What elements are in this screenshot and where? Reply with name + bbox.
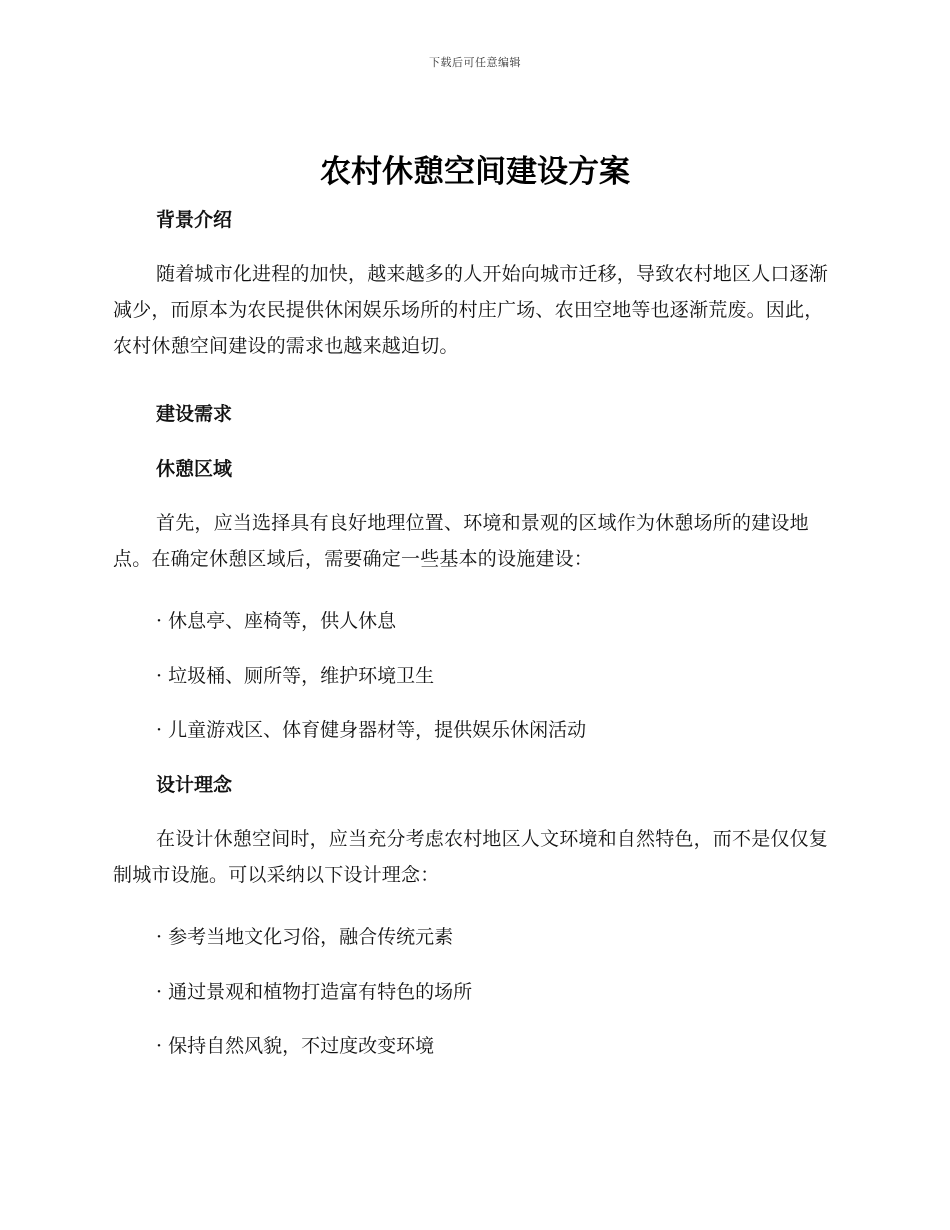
paragraph-rest-area: 首先，应当选择具有良好地理位置、环境和景观的区域作为休憩场所的建设地点。在确定休憩区域后，需要确定一些基本的设施建设： bbox=[113, 512, 809, 570]
paragraph-design: 在设计休憩空间时，应当充分考虑农村地区人文环境和自然特色，而不是仅仅复制城市设施。可以采纳以下设计理念： bbox=[113, 828, 829, 886]
list-item: · 参考当地文化习俗，融合传统元素 bbox=[156, 926, 454, 948]
list-item: · 休息亭、座椅等，供人休息 bbox=[156, 610, 397, 632]
header-note: 下载后可任意编辑 bbox=[429, 56, 521, 69]
list-item: · 儿童游戏区、体育健身器材等，提供娱乐休闲活动 bbox=[156, 719, 587, 741]
section-heading-background: 背景介绍 bbox=[156, 209, 233, 231]
document-title: 农村休憩空间建设方案 bbox=[320, 154, 630, 190]
list-item: · 保持自然风貌，不过度改变环境 bbox=[156, 1035, 435, 1057]
list-item: · 通过景观和植物打造富有特色的场所 bbox=[156, 981, 473, 1003]
section-heading-rest-area: 休憩区域 bbox=[156, 458, 233, 480]
section-heading-design: 设计理念 bbox=[156, 774, 233, 796]
paragraph-background: 随着城市化进程的加快，越来越多的人开始向城市迁移，导致农村地区人口逐渐减少，而原本为农民提供休闲娱乐场所的村庄广场、农田空地等也逐渐荒废。因此，农村休憩空间建设的需求也越来越迫切。 bbox=[113, 263, 829, 357]
section-heading-requirements: 建设需求 bbox=[156, 403, 233, 425]
list-item: · 垃圾桶、厕所等，维护环境卫生 bbox=[156, 665, 435, 687]
